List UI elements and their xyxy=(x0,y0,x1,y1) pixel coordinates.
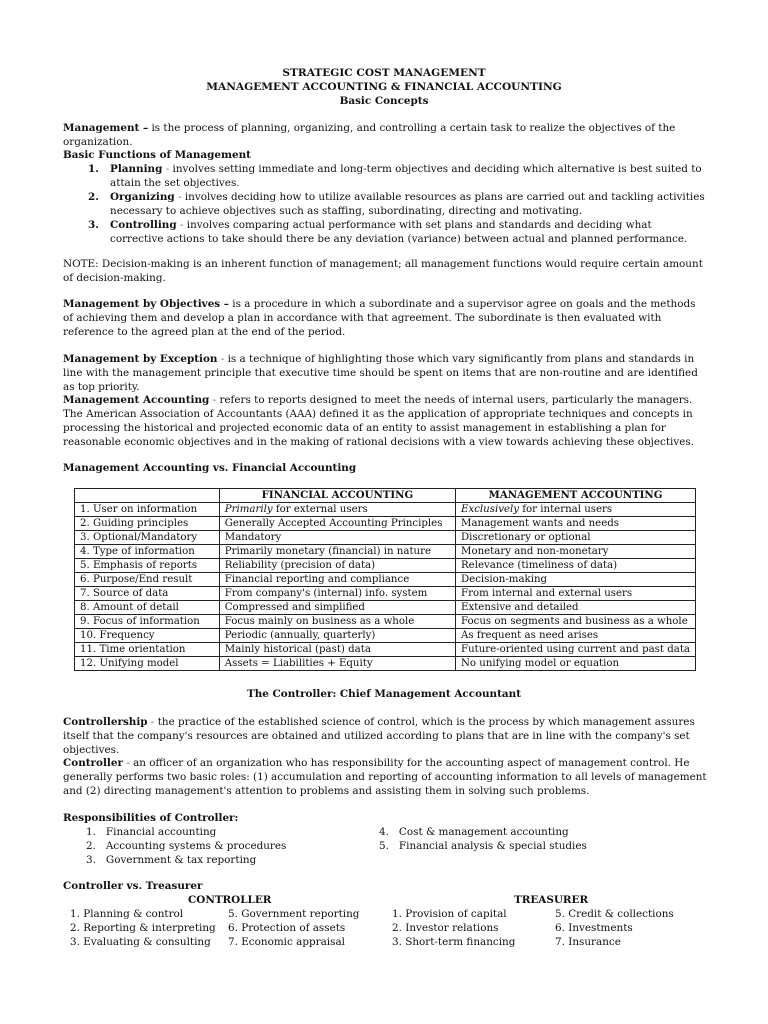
column-header-management: MANAGEMENT ACCOUNTING xyxy=(456,489,696,503)
controller-section-title: The Controller: Chief Management Accountant xyxy=(247,688,521,700)
list-item: 6. Investments xyxy=(555,922,633,934)
table-row: 7. Source of data From company's (internal) info. system From internal and external users xyxy=(75,587,696,601)
table-row: 6. Purpose/End result Financial reporting and compliance Decision-making xyxy=(75,573,696,587)
comparison-heading: Management Accounting vs. Financial Accounting xyxy=(63,462,357,474)
list-item: 7. Economic appraisal xyxy=(228,936,345,948)
controller-column-heading: CONTROLLER xyxy=(188,894,272,906)
list-item: 4. Cost & management accounting xyxy=(379,826,569,838)
controllership-definition: Controllership - the practice of the established science of control, which is the process by which management assures itself that the company's resources are obtained and utilized according to plans that are in line with the company's set objectives. xyxy=(63,716,695,756)
list-item: 2. Reporting & interpreting xyxy=(70,922,216,934)
table-header-row xyxy=(75,489,696,503)
responsibilities-heading: Responsibilities of Controller: xyxy=(63,812,239,824)
list-item: 2. Accounting systems & procedures xyxy=(86,840,287,852)
table-row: 9. Focus of information Focus mainly on business as a whole Focus on segments and business as a whole xyxy=(75,615,696,629)
decision-making-note: NOTE: Decision-making is an inherent function of management; all management functions would require certain amount of decision-making. xyxy=(63,258,703,284)
table-row: 11. Time orientation Mainly historical (past) data Future-oriented using current and past data xyxy=(75,643,696,657)
list-item: 1. Planning & control xyxy=(70,908,184,920)
list-item: 3. Government & tax reporting xyxy=(86,854,257,866)
table-row: 5. Emphasis of reports Reliability (precision of data) Relevance (timeliness of data) xyxy=(75,559,696,573)
mbo-definition: Management by Objectives – is a procedure in which a subordinate and a supervisor agree on goals and the methods of achieving them and develop a plan in accordance with that agreement. The subordinate is then evaluated with reference to the agreed plan at the end of the period. xyxy=(63,298,696,338)
list-item: 5. Credit & collections xyxy=(555,908,674,920)
function-item-controlling: 3. Controlling - involves comparing actual performance with set plans and standards and deciding what corrective actions to take should there be any deviation (variance) between actual and planned performance. xyxy=(88,219,688,245)
basic-functions-list xyxy=(63,162,708,246)
list-item: 5. Financial analysis & special studies xyxy=(379,840,587,852)
basic-functions-heading: Basic Functions of Management xyxy=(63,149,251,161)
list-item: 7. Insurance xyxy=(555,936,621,948)
list-item: 1. Provision of capital xyxy=(392,908,507,920)
list-item: 6. Protection of assets xyxy=(228,922,346,934)
controller-vs-treasurer-heading: Controller vs. Treasurer xyxy=(63,880,203,892)
table-row: 8. Amount of detail Compressed and simplified Extensive and detailed xyxy=(75,601,696,615)
doc-title-line2: MANAGEMENT ACCOUNTING & FINANCIAL ACCOUNTING xyxy=(206,81,562,93)
management-term: Management – xyxy=(63,122,149,134)
function-item-planning: 1. Planning - involves setting immediate and long-term objectives and deciding which alternative is best suited to attain the set objectives. xyxy=(88,163,702,189)
list-item: 1. Financial accounting xyxy=(86,826,217,838)
comparison-table xyxy=(74,488,696,671)
table-row: 3. Optional/Mandatory Mandatory Discretionary or optional xyxy=(75,531,696,545)
function-item-organizing: 2. Organizing - involves deciding how to utilize available resources as plans are carried out and tackling activities necessary to achieve objectives such as staffing, subordinating, directing and motivating. xyxy=(88,191,705,217)
basic-functions-section xyxy=(63,148,708,246)
column-header-financial: FINANCIAL ACCOUNTING xyxy=(219,489,455,503)
table-row: 2. Guiding principles Generally Accepted Accounting Principles Management wants and needs xyxy=(75,517,696,531)
table-row: 4. Type of information Primarily monetary (financial) in nature Monetary and non-monetary xyxy=(75,545,696,559)
controller-definition: Controller - an officer of an organization who has responsibility for the accounting aspect of management control. He generally performs two basic roles: (1) accumulation and reporting of accounting information to all levels of management and (2) directing management's attention to problems and assisting them in solving such problems. xyxy=(63,757,707,797)
doc-title-line1: STRATEGIC COST MANAGEMENT xyxy=(282,67,486,79)
management-accounting-definition: Management Accounting - refers to reports designed to meet the needs of internal users, particularly the managers. The American Association of Accountants (AAA) defined it as the application of appropriate techniques and concepts in processing the historical and projected economic data of an entity to assist management in establishing a plan for reasonable economic objectives and in the making of rational decisions with a view towards achieving these objectives. xyxy=(63,394,695,448)
mbe-definition: Management by Exception - is a technique of highlighting those which vary significantly from plans and standards in line with the management principle that executive time should be spent on items that are non-routine and are identified as top priority. xyxy=(63,353,698,393)
list-item: 3. Short-term financing xyxy=(392,936,516,948)
list-item: 2. Investor relations xyxy=(392,922,499,934)
doc-subtitle: Basic Concepts xyxy=(339,95,429,107)
management-definition xyxy=(63,121,708,149)
table-row: 12. Unifying model Assets = Liabilities + Equity No unifying model or equation xyxy=(75,657,696,671)
management-text: is the process of planning, organizing, and controlling a certain task to realize the objectives of the organization. xyxy=(63,122,676,148)
list-item: 5. Government reporting xyxy=(228,908,360,920)
table-row: 10. Frequency Periodic (annually, quarterly) As frequent as need arises xyxy=(75,629,696,643)
list-item: 3. Evaluating & consulting xyxy=(70,936,211,948)
table-row: 1. User on information Primarily for external users Exclusively for internal users xyxy=(75,503,696,517)
column-header-criteria xyxy=(75,489,220,503)
treasurer-column-heading: TREASURER xyxy=(514,894,589,906)
